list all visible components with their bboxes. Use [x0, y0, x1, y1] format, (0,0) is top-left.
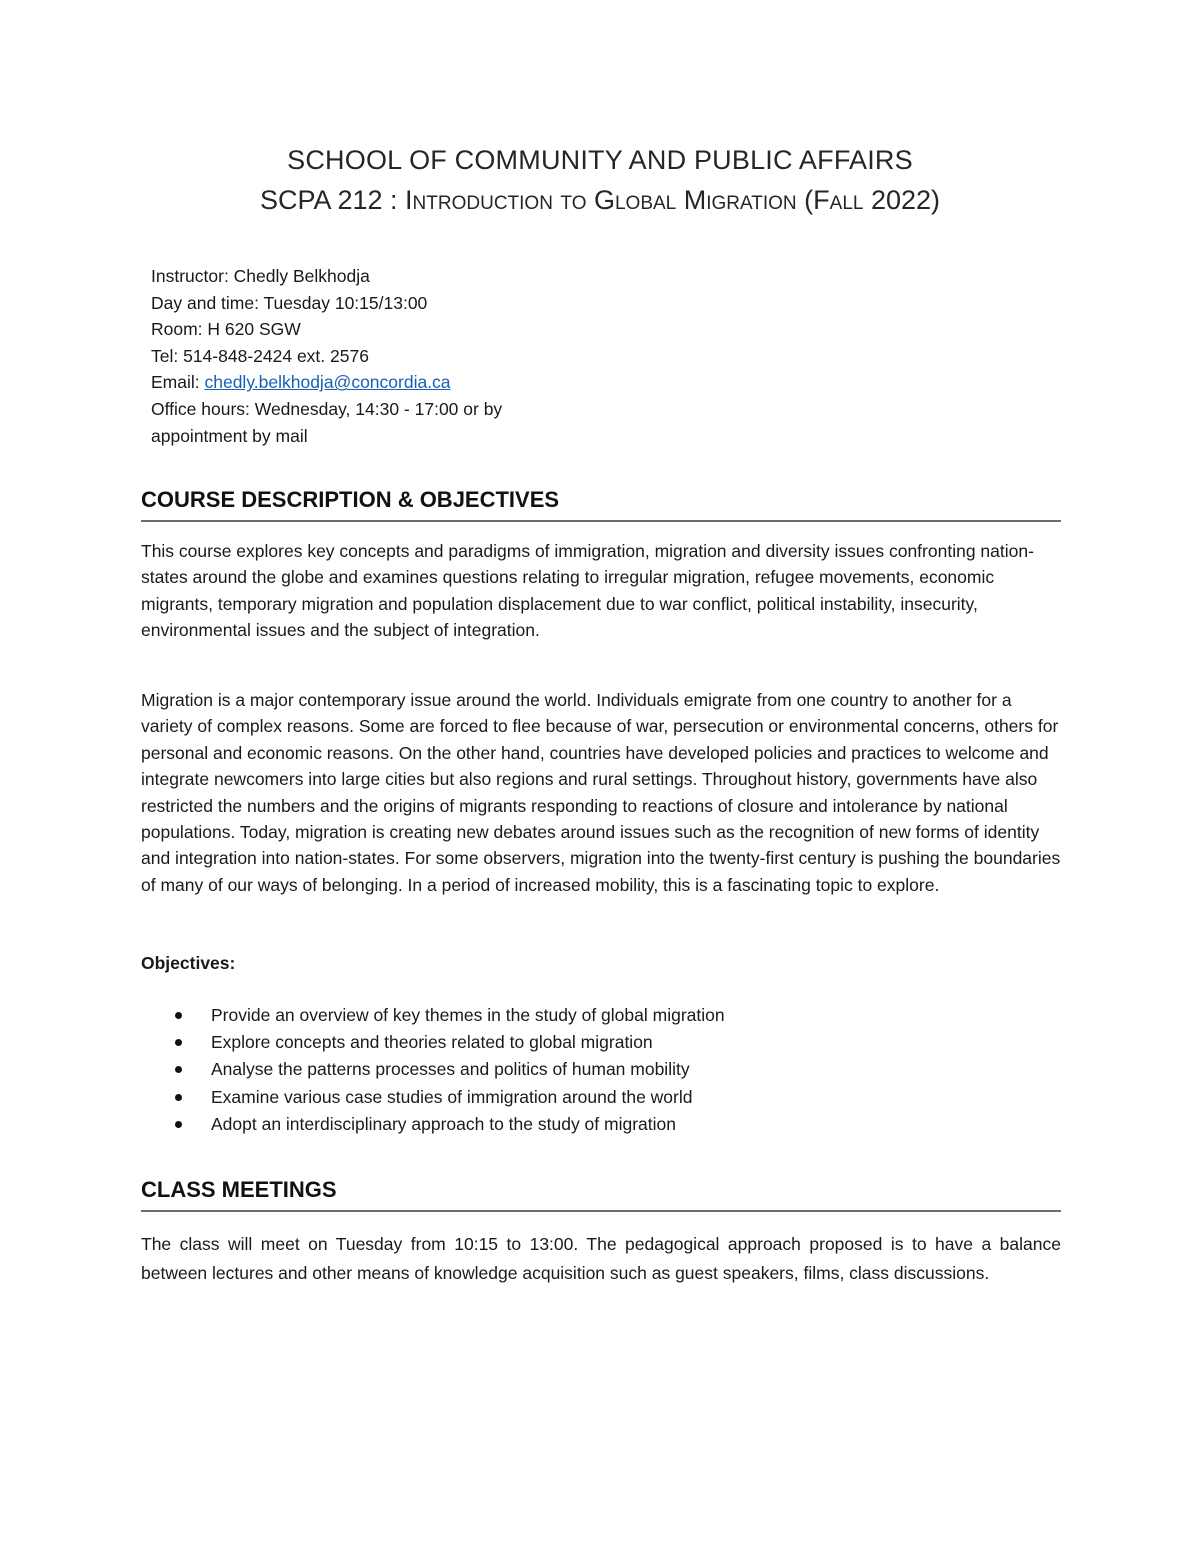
- bullet-icon: [175, 1012, 182, 1019]
- description-paragraph-2: Migration is a major contemporary issue around the world. Individuals emigrate from one country to another for a variety of complex reasons. Some are forced to flee because of war, persecution or environmental concerns, others for personal and economic reasons. On the other hand, countries have developed policies and practices to welcome and integrate newcomers into large cities but also regions and rural settings. Throughout history, governments have also restricted the numbers and the origins of migrants responding to reactions of closure and intolerance by national populations. Today, migration is creating new debates around issues such as the recognition of new forms of identity and integration into nation-states. For some observers, migration into the twenty-first century is pushing the boundaries of many of our ways of belonging. In a period of increased mobility, this is a fascinating topic to explore.: [141, 690, 1061, 895]
- bullet-icon: [175, 1039, 182, 1046]
- course-title: SCPA 212 : Introduction to Global Migration (Fall 2022): [259, 185, 941, 215]
- office-hours-line: Office hours: Wednesday, 14:30 - 17:00 or by appointment by mail: [151, 398, 503, 446]
- list-item-text: Examine various case studies of immigration around the world: [211, 1086, 693, 1107]
- bullet-icon: [175, 1066, 182, 1073]
- email-line: [151, 369, 571, 396]
- objectives-label: Objectives:: [141, 953, 236, 973]
- course-description-heading: COURSE DESCRIPTION & OBJECTIVES: [141, 486, 1061, 522]
- room-line: Room: H 620 SGW: [151, 319, 301, 340]
- list-item-text: Provide an overview of key themes in the study of global migration: [211, 1005, 725, 1025]
- day-time-line: Day and time: Tuesday 10:15/13:00: [151, 292, 428, 313]
- document-title-block: [0, 140, 1200, 220]
- list-item: [141, 1029, 1041, 1056]
- list-item-text: Explore concepts and theories related to global migration: [211, 1032, 653, 1053]
- description-paragraph-1: This course explores key concepts and paradigms of immigration, migration and diversity issues confronting nation-states around the globe and examines questions relating to irregular migration, refugee movements, economic migrants, temporary migration and population displacement due to war conflict, political instability, insecurity, environmental issues and the subject of integration.: [141, 541, 1034, 641]
- instructor-line: Instructor: Chedly Belkhodja: [151, 266, 370, 286]
- email-link[interactable]: chedly.belkhodja@concordia.ca: [204, 372, 451, 393]
- objectives-list: [141, 1002, 1041, 1138]
- school-name: SCHOOL OF COMMUNITY AND PUBLIC AFFAIRS: [287, 145, 913, 175]
- list-item-text: Adopt an interdisciplinary approach to the study of migration: [211, 1113, 676, 1134]
- class-meetings-heading: CLASS MEETINGS: [141, 1176, 1061, 1212]
- email-label: Email:: [151, 372, 205, 393]
- list-item-text: Analyse the patterns processes and politics of human mobility: [211, 1059, 690, 1080]
- list-item: [141, 1111, 1041, 1138]
- list-item: [141, 1084, 1041, 1111]
- tel-line: Tel: 514-848-2424 ext. 2576: [151, 345, 369, 366]
- bullet-icon: [175, 1121, 182, 1128]
- list-item: [141, 1056, 1041, 1083]
- list-item: [141, 1002, 1041, 1029]
- class-meetings-paragraph: The class will meet on Tuesday from 10:15 to 13:00. The pedagogical approach proposed is to have a balance between lectures and other means of knowledge acquisition such as guest speakers, films, class discussions.: [141, 1234, 1061, 1283]
- instructor-info: [151, 263, 571, 449]
- bullet-icon: [175, 1094, 182, 1101]
